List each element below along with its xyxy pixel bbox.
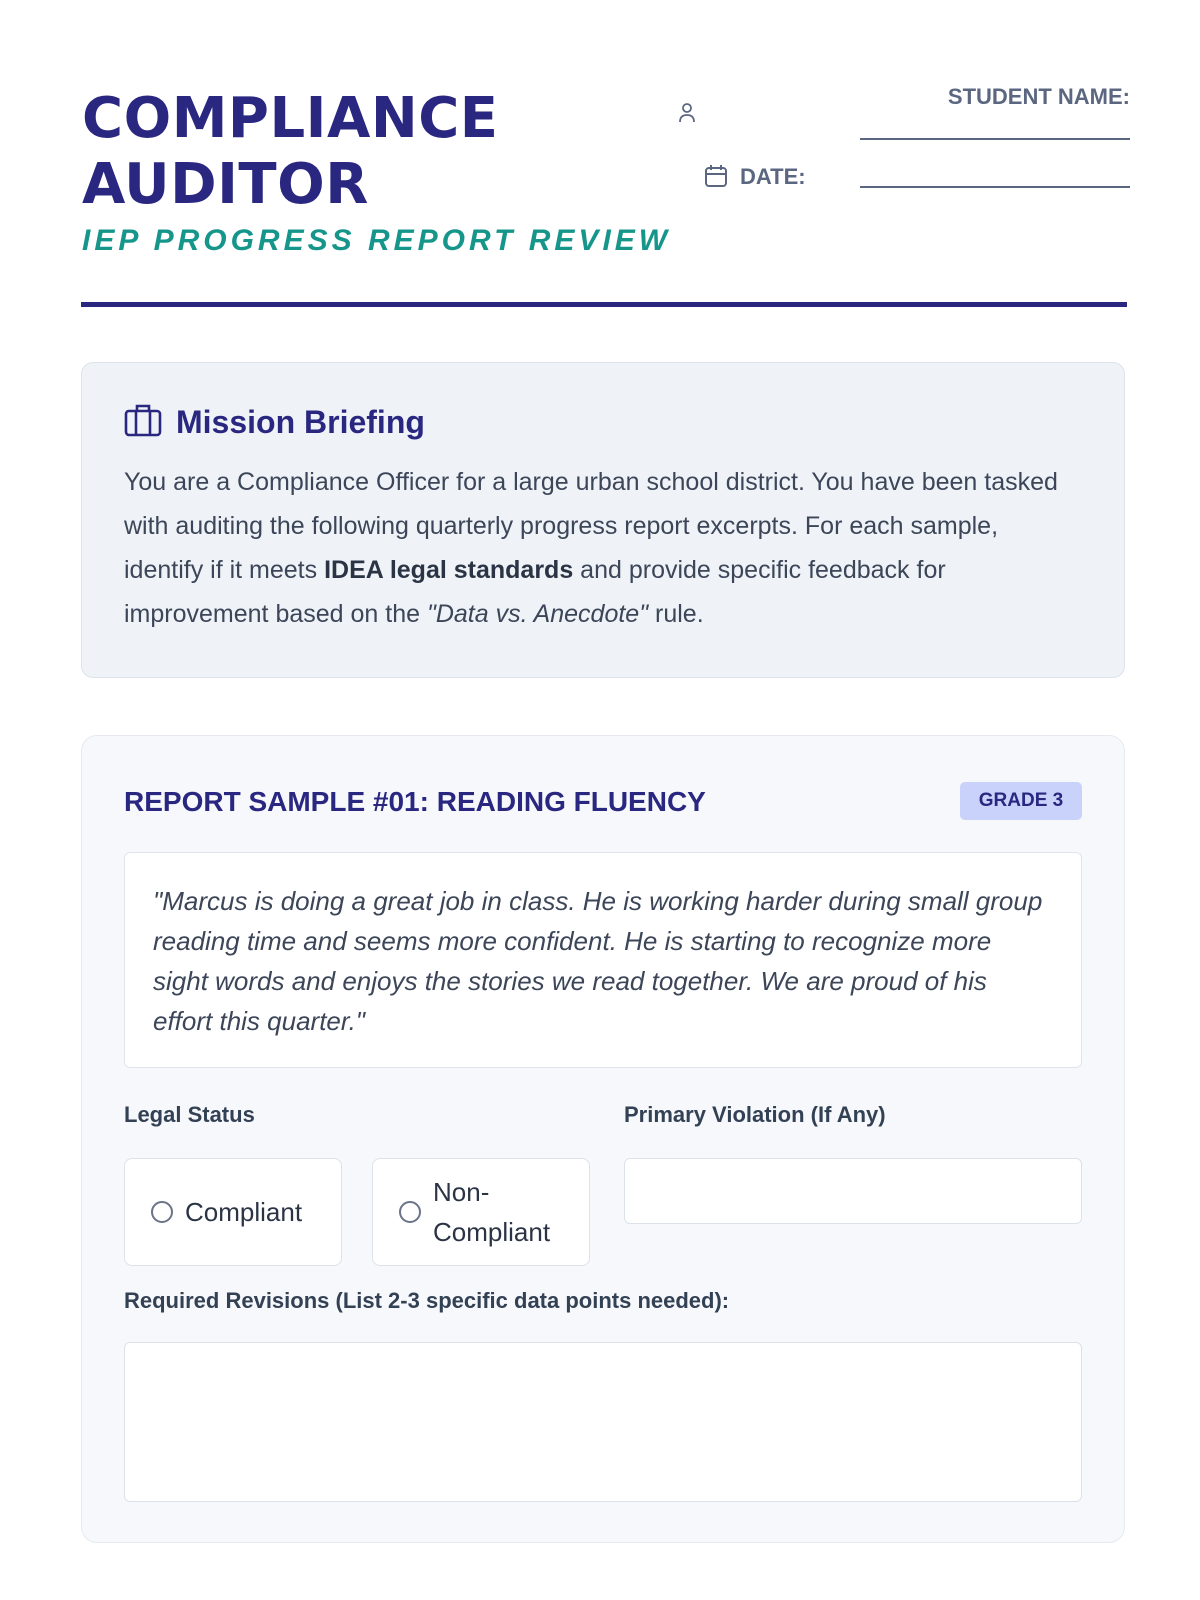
page-title-line1: COMPLIANCE xyxy=(82,86,499,151)
violation-label: Primary Violation (If Any) xyxy=(624,1102,886,1127)
student-name-field[interactable] xyxy=(860,138,1130,140)
briefing-text-part1: You are a Compliance Officer for a large urban school district. You have been tasked with auditing the following quarterly progress report excerpts. For each sample, identify if it meets xyxy=(124,468,1058,584)
report-sample-card xyxy=(81,735,1125,1543)
compliant-option[interactable] xyxy=(124,1158,342,1266)
date-label: DATE: xyxy=(740,164,806,189)
sample-title: REPORT SAMPLE #01: READING FLUENCY xyxy=(124,786,706,817)
non-compliant-option[interactable] xyxy=(372,1158,590,1266)
person-icon xyxy=(678,102,696,129)
non-compliant-radio[interactable] xyxy=(399,1201,421,1223)
date-field[interactable] xyxy=(860,186,1130,188)
student-name-row xyxy=(660,80,1130,144)
sample-quote: "Marcus is doing a great job in class. He is working harder during small group reading time and seems more confident. He is starting to recognize more sight words and enjoys the stories we read together. We are proud of his effort this quarter." xyxy=(124,852,1082,1068)
compliant-label: Compliant xyxy=(185,1197,303,1227)
revisions-label: Required Revisions (List 2-3 specific data points needed): xyxy=(124,1288,730,1313)
briefing-title: Mission Briefing xyxy=(176,404,425,440)
briefing-text xyxy=(124,460,1082,636)
legal-status-label: Legal Status xyxy=(124,1102,255,1127)
calendar-icon xyxy=(704,164,728,193)
student-name-label: STUDENT NAME: xyxy=(947,84,1130,109)
mission-briefing xyxy=(81,362,1125,678)
briefing-text-italic: "Data vs. Anecdote" xyxy=(426,600,649,628)
non-compliant-label: Non-Compliant xyxy=(433,1177,551,1247)
briefing-text-part3: rule. xyxy=(648,600,704,628)
date-row xyxy=(660,160,1130,210)
violation-input[interactable] xyxy=(624,1158,1082,1224)
briefing-text-part2: and provide specific feedback for improvement based on the xyxy=(124,556,946,628)
student-meta xyxy=(660,80,1130,210)
briefing-header xyxy=(124,403,1082,442)
title-block xyxy=(82,86,671,258)
compliant-radio[interactable] xyxy=(151,1201,173,1223)
grade-badge: GRADE 3 xyxy=(960,782,1082,820)
briefcase-icon xyxy=(124,403,162,442)
revisions-textarea[interactable] xyxy=(124,1342,1082,1502)
page-subtitle: IEP PROGRESS REPORT REVIEW xyxy=(82,224,672,257)
page-title-line2: AUDITOR xyxy=(82,152,369,217)
briefing-text-bold: IDEA legal standards xyxy=(324,556,574,584)
header-divider xyxy=(81,302,1127,307)
